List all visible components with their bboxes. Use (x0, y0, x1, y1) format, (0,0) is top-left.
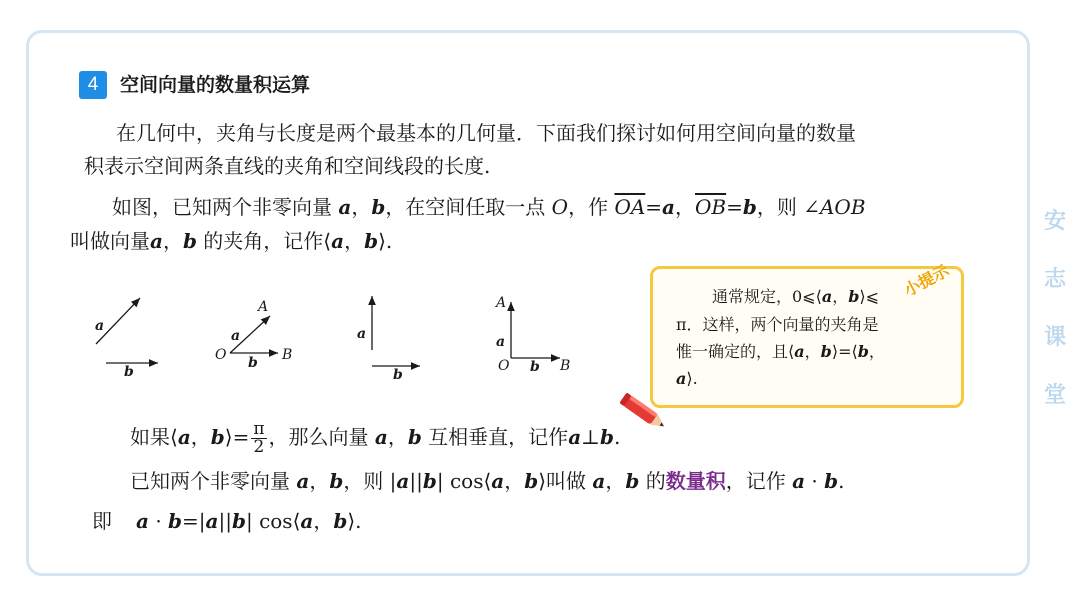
para5: 即 a · b=|a||b| cos⟨a，b⟩. (92, 509, 362, 533)
tip-line4: a⟩. (676, 369, 698, 388)
fig3-label-a: a (357, 326, 367, 342)
para3: 如果⟨a，b⟩= $\frac{\pi}{2}$ ，那么向量 a，b 互相垂直，记作a⊥b. (130, 419, 621, 457)
fig2-label-A: A (258, 299, 269, 315)
tip-line1: 通常规定，0⩽⟨a，b⟩⩽ (712, 287, 880, 306)
pi-over-2-fraction: $\frac{\pi}{2}$ (253, 419, 265, 457)
fig4-label-B: B (560, 358, 571, 374)
watermark-char-1: 安 (1043, 209, 1066, 234)
para1-line2: 积表示空间两条直线的夹角和空间线段的长度. (84, 154, 491, 178)
fig1-label-a: a (95, 318, 105, 334)
fig4-label-b: b (530, 359, 540, 375)
fig4-label-A: A (496, 295, 507, 311)
tip-line2: π．这样，两个向量的夹角是 (676, 315, 879, 334)
fig2-label-a: a (231, 328, 241, 344)
section-number-badge: 4 (79, 71, 107, 99)
tip-label: 小提示 (900, 260, 953, 301)
para4: 已知两个非零向量 a，b，则 |a||b| cos⟨a，b⟩叫做 a，b 的数量积，记作 a · b. (130, 469, 845, 493)
fig4-label-a: a (496, 334, 506, 350)
fig1-label-b: b (124, 364, 134, 380)
tip-line3: 惟一确定的，且⟨a，b⟩=⟨b， (676, 342, 885, 361)
fig2-label-b: b (248, 355, 258, 371)
section-title: 空间向量的数量积运算 (120, 74, 311, 96)
fig4-label-O: O (498, 358, 510, 374)
fig3-label-b: b (393, 367, 403, 383)
pencil-icon (616, 390, 672, 436)
angle-figures (80, 280, 600, 390)
para1-line1: 在几何中，夹角与长度是两个最基本的几何量．下面我们探讨如何用空间向量的数量 (116, 121, 856, 145)
keyword-dot-product: 数量积 (665, 469, 726, 493)
fig2-label-O: O (215, 347, 227, 363)
watermark-char-4: 堂 (1043, 383, 1066, 408)
fig2-label-B: B (282, 347, 293, 363)
para2-line2: 叫做向量a，b 的夹角，记作⟨a，b⟩. (70, 229, 393, 253)
para2-line1: 如图，已知两个非零向量 a，b，在空间任取一点 O，作 $\overline{OA}=a$，$\overline{OB}=b$，则 ∠AOB (112, 195, 866, 219)
watermark-char-3: 课 (1043, 325, 1066, 350)
watermark-char-2: 志 (1043, 267, 1066, 292)
